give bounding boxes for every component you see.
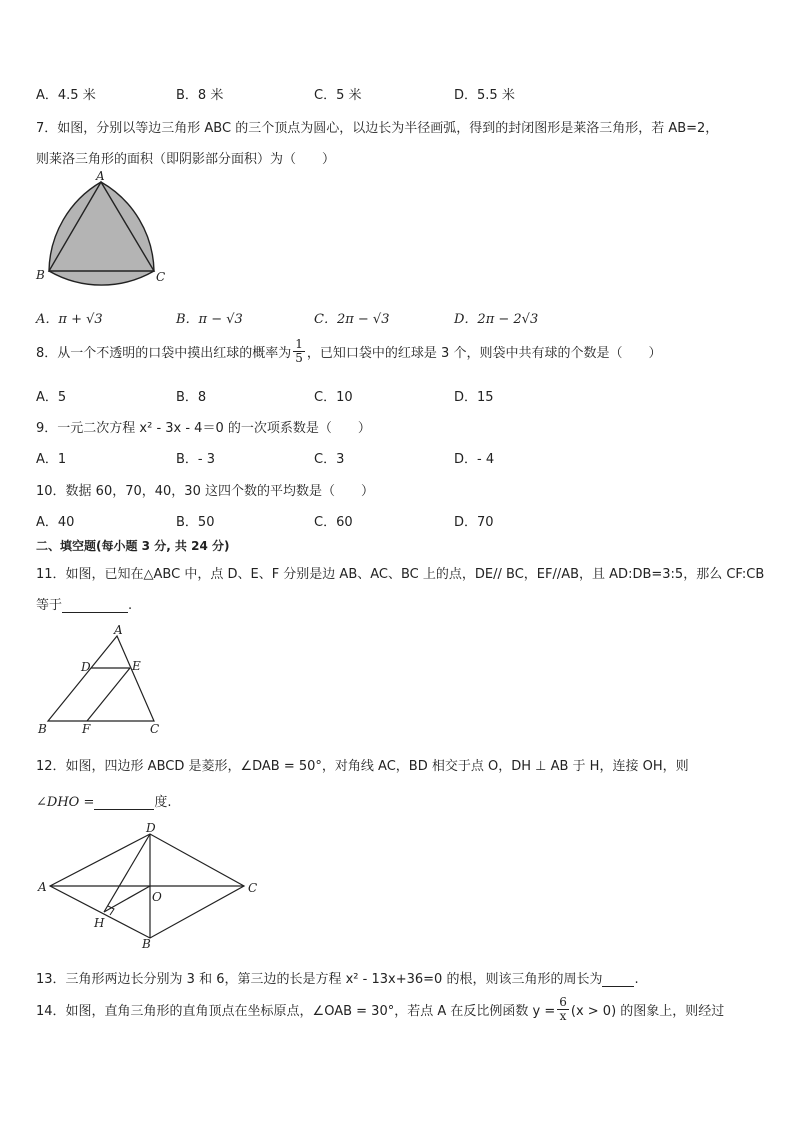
q11-label-a: A [114, 624, 123, 637]
q11-line2-text: 等于 [36, 598, 63, 613]
q8-stem-after: ，已知口袋中的红球是 3 个，则袋中共有球的个数是（ ） [306, 346, 662, 361]
q10-option-a: A．40 [36, 515, 75, 530]
q8-stem-before: 8．从一个不透明的口袋中摸出红球的概率为 [36, 346, 292, 361]
q7-option-c: C．2π − √3 [314, 312, 390, 327]
q12-stem-line1: 12．如图，四边形 ABCD 是菱形，∠DAB = 50°，对角线 AC，BD 相交于点 O，DH ⊥ AB 于 H，连接 OH，则 [36, 759, 689, 774]
q7-option-b: B．π − √3 [176, 312, 243, 327]
q13-text: 13．三角形两边长分别为 3 和 6，第三边的长是方程 x² - 13x+36=0 的根，则该三角形的周长为 [36, 972, 603, 987]
q11-line2-end: . [128, 598, 133, 613]
q12-stem-line2 [36, 791, 171, 810]
q12-label-d: D [146, 821, 156, 835]
q10-option-c: C．60 [314, 515, 353, 530]
q7-stem-line1: 7．如图，分别以等边三角形 ABC 的三个顶点为圆心，以边长为半径画弧，得到的封闭图形是莱洛三角形，若 AB=2， [36, 121, 719, 136]
q12-rhombus-figure [36, 820, 266, 950]
triangle-abc [48, 636, 154, 721]
q14-fraction-den: x [559, 1009, 567, 1023]
q9-stem: 9．一元二次方程 x² - 3x - 4＝0 的一次项系数是（ ） [36, 421, 371, 436]
q14-stem-before: 14．如图，直角三角形的直角顶点在坐标原点，∠OAB = 30°，若点 A 在反比例函数 y = [36, 1004, 556, 1019]
q8-fraction-num: 1 [295, 337, 303, 351]
q7-stem-line2: 则莱洛三角形的面积（即阴影部分面积）为（ ） [36, 152, 336, 167]
q11-stem-line1: 11．如图，已知在△ABC 中，点 D、E、F 分别是边 AB、AC、BC 上的点，DE// BC，EF//AB，且 AD:DB=3:5，那么 CF:CB [36, 567, 765, 582]
q7-label-b: B [36, 268, 45, 282]
section-2-title: 二、填空题(每小题 3 分, 共 24 分) [36, 539, 230, 553]
q12-label-a: A [38, 880, 47, 894]
q13-end: . [634, 972, 639, 987]
q8-option-a: A．5 [36, 390, 67, 405]
q11-label-c: C [150, 722, 160, 736]
q6-option-a: A．4.5 米 [36, 88, 96, 103]
q12-answer-blank[interactable] [94, 795, 154, 810]
q7-reuleaux-figure [30, 168, 180, 286]
q8-stem [36, 338, 661, 365]
q8-option-b: B．8 [176, 390, 207, 405]
q6-option-d: D．5.5 米 [454, 88, 515, 103]
q9-option-b: B．- 3 [176, 452, 216, 467]
q7-option-d: D．2π − 2√3 [454, 312, 539, 327]
q8-fraction [293, 338, 305, 365]
segment-oh [104, 886, 150, 912]
q11-stem-line2 [36, 594, 132, 613]
q10-stem: 10．数据 60，70，40，30 这四个数的平均数是（ ） [36, 484, 374, 499]
q8-option-c: C．10 [314, 390, 353, 405]
q10-option-d: D．70 [454, 515, 494, 530]
q8-fraction-den: 5 [295, 351, 303, 365]
q14-stem [36, 996, 724, 1023]
q6-option-c: C．5 米 [314, 88, 362, 103]
q11-label-e: E [132, 659, 141, 673]
q12-line2-end: 度. [154, 795, 172, 810]
q11-triangle-figure [34, 624, 169, 738]
q6-option-b: B．8 米 [176, 88, 224, 103]
q9-option-d: D．- 4 [454, 452, 495, 467]
q12-label-b: B [142, 937, 151, 950]
q11-label-d: D [81, 660, 91, 674]
q13-stem [36, 968, 639, 987]
q10-option-b: B．50 [176, 515, 215, 530]
q11-answer-blank[interactable] [62, 598, 128, 613]
q9-option-a: A．1 [36, 452, 67, 467]
segment-ef [87, 668, 130, 721]
q8-option-d: D．15 [454, 390, 494, 405]
q14-stem-after: (x > 0) 的图象上，则经过 [570, 1004, 725, 1019]
q14-fraction-num: 6 [559, 995, 567, 1009]
q11-label-f: F [82, 722, 91, 736]
q12-line2-math: ∠DHO = [36, 795, 95, 810]
q7-label-c: C [156, 270, 166, 284]
q9-option-c: C．3 [314, 452, 345, 467]
q7-option-a: A．π + √3 [36, 312, 103, 327]
q13-answer-blank[interactable] [602, 972, 634, 987]
q7-label-a: A [96, 169, 105, 183]
q14-fraction [557, 996, 569, 1023]
q12-label-o: O [152, 890, 162, 904]
q11-label-b: B [38, 722, 47, 736]
q12-label-h: H [94, 916, 105, 930]
q12-label-c: C [248, 881, 258, 895]
reuleaux-shaded-region [49, 182, 154, 285]
